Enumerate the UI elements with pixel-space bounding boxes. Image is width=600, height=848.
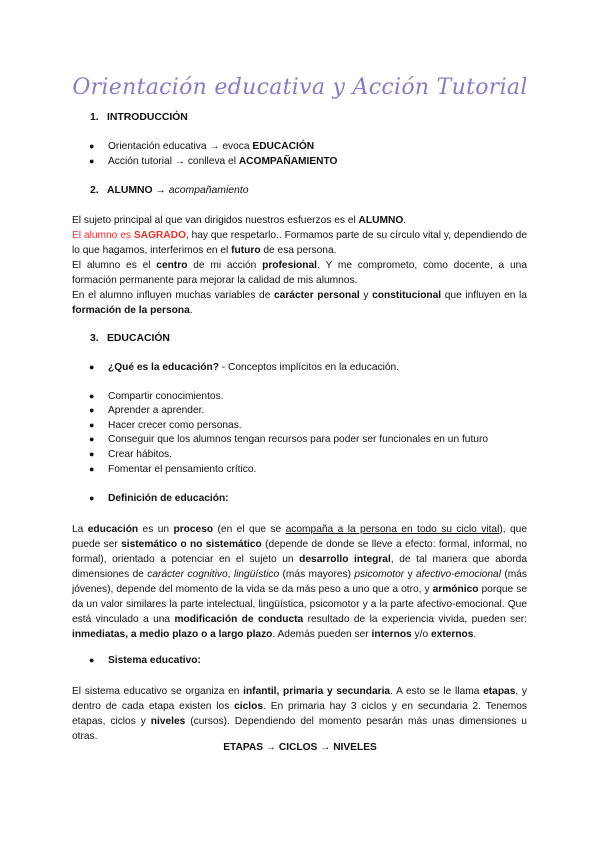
bullet-icon: ●: [89, 434, 95, 444]
list-item-text: Acción tutorial → conlleva el: [108, 156, 239, 167]
list-item-bold: EDUCACIÓN: [252, 141, 315, 152]
section-heading-alumno: [90, 185, 249, 196]
list-item-text: Hacer crecer como personas.: [108, 420, 242, 431]
etapas-line: ETAPAS → CICLOS → NIVELES: [223, 742, 377, 753]
page-title: Orientación educativa y Acción Tutorial: [72, 75, 528, 100]
list-item-text: Crear hábitos.: [108, 449, 172, 460]
bullet-icon: ●: [89, 449, 95, 459]
sistema-label: Sistema educativo:: [108, 655, 201, 666]
paragraph-alumno-1: El sujeto principal al que van dirigidos nuestros esfuerzos es el ALUMNO.: [72, 215, 407, 226]
section-title: EDUCACIÓN: [107, 333, 170, 344]
bullet-icon: ●: [89, 156, 95, 166]
bullet-icon: ●: [89, 362, 95, 372]
paragraph-alumno-4: En el alumno influyen muchas variables de carácter personal y constitucional que influyen en la formación de la persona.: [72, 290, 527, 316]
section-title: INTRODUCCIÓN: [107, 112, 188, 123]
arrow-text: →: [152, 185, 169, 196]
paragraph-alumno-2: El alumno es SAGRADO, hay que respetarlo.. Formamos parte de su círculo vital y, dependiendo de lo que hagamos, interferimos en el futuro de esa persona.: [72, 230, 527, 256]
bullet-icon: ●: [89, 141, 95, 151]
section-number: 2.: [90, 185, 99, 196]
section-number: 1.: [90, 112, 99, 123]
paragraph-alumno-3: El alumno es el centro de mi acción profesional. Y me comprometo, como docente, a una formación permanente para mejorar la calidad de mis alumnos.: [72, 260, 527, 286]
section-title: ALUMNO: [107, 185, 153, 196]
section-heading-educacion: [90, 333, 170, 344]
list-item-text: Fomentar el pensamiento crítico.: [108, 464, 257, 475]
paragraph-sistema: El sistema educativo se organiza en infantil, primaria y secundaria. A esto se le llama etapas, y dentro de cada etapa existen los ciclos. En primaria hay 3 ciclos y en secundaria 2. Tenemos etapas, ciclos y niveles (cursos). Dependiendo del momento pesarán más unas dimensiones u otras.: [72, 686, 527, 742]
section-subtitle: acompañamiento: [168, 185, 249, 196]
list-item-text: Conseguir que los alumnos tengan recursos para poder ser funcionales en un futuro: [108, 434, 489, 445]
paragraph-definicion: La educación es un proceso (en el que se acompaña a la persona en todo su ciclo vital), que puede ser sistemático o no sistemático (depende de donde se lleve a efecto: formal, informal, no formal), orientado a potenciar en el sujeto un desarrollo integral, de tal manera que aborda dimensiones de carácter cognitivo, lingüístico (más mayores) psicomotor y afectivo-emocional (más jóvenes), depende del momento de la vida se da más peso a uno que a otro, y armónico porque se da un valor similares la parte intelectual, lingüística, psicomotor y a la parte afectivo-emocional. Que está vinculado a una modificación de conducta resultado de la experiencia vivida, pueden ser: inmediatas, a medio plazo o a largo plazo. Además pueden ser internos y/o externos.: [72, 524, 527, 640]
bullet-icon: ●: [89, 420, 95, 430]
list-item-text: Orientación educativa → evoca: [108, 141, 253, 152]
list-item-text: Aprender a aprender.: [108, 405, 205, 416]
list-item-text: Compartir conocimientos.: [108, 391, 224, 402]
definicion-label: Definición de educación:: [108, 493, 229, 504]
bullet-icon: ●: [89, 655, 95, 665]
bullet-icon: ●: [89, 493, 95, 503]
bullet-icon: ●: [89, 391, 95, 401]
bullet-icon: ●: [89, 464, 95, 474]
bullet-icon: ●: [89, 405, 95, 415]
list-item-bold: ACOMPAÑAMIENTO: [238, 156, 338, 167]
section-number: 3.: [90, 333, 99, 344]
section-heading-introduccion: [90, 112, 188, 123]
